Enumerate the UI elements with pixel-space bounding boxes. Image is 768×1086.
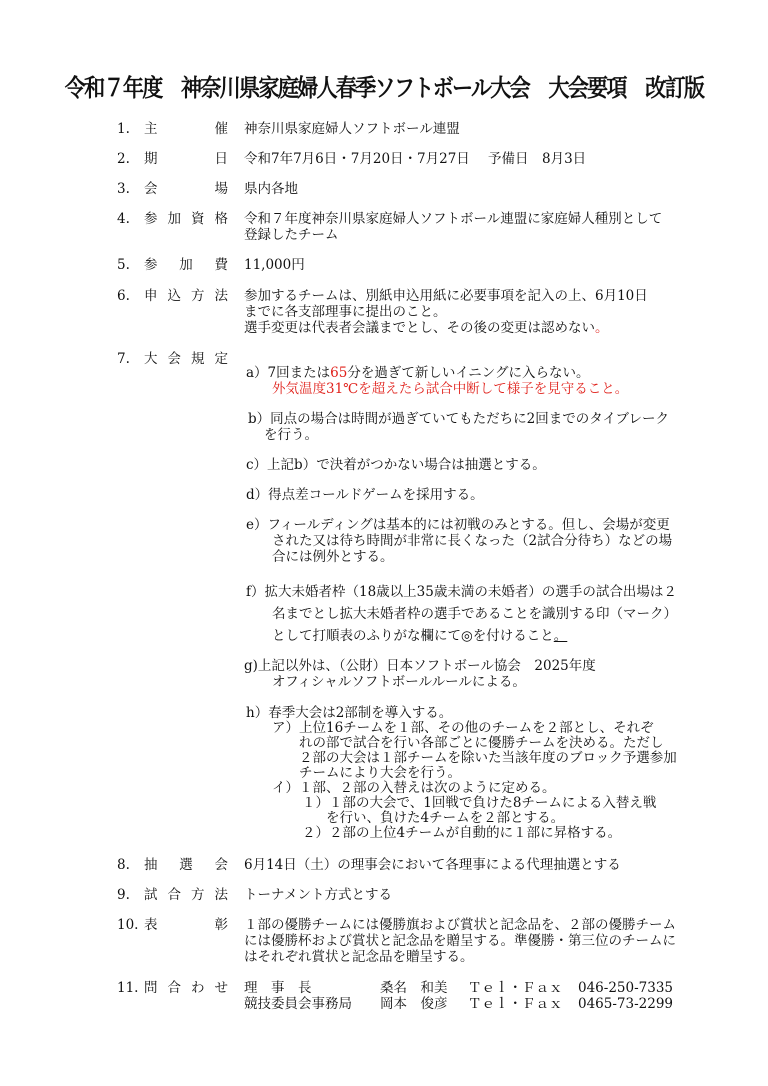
- label-char: わ: [191, 980, 205, 996]
- item-7-label: [144, 351, 228, 367]
- label-char: 参: [144, 211, 158, 227]
- red-period: 。: [595, 320, 609, 336]
- label-char: 会: [167, 351, 181, 367]
- label-char: 問: [144, 980, 158, 996]
- label-char: 主: [144, 121, 158, 137]
- label-char: 合: [167, 887, 181, 903]
- rule-h-line: ２部の大会は１部チームを除いた当該年度のブロック予選参加: [299, 750, 677, 766]
- member-change-text: 選手変更は代表者会議までとし、その後の変更は認めない: [244, 320, 595, 336]
- label-char: 申: [144, 288, 158, 304]
- contact-name: 桑名 和美: [380, 980, 448, 996]
- rule-c-line: c）上記b）で決着がつかない場合は抽選とする。: [246, 457, 546, 473]
- item-5-number: 5.: [117, 257, 130, 273]
- item-3-label: [144, 181, 228, 197]
- label-char: 参: [144, 257, 158, 273]
- label-char: 法: [214, 887, 228, 903]
- item-6-text-line: [244, 320, 609, 336]
- item-2-label: [144, 151, 228, 167]
- item-8-number: 8.: [117, 857, 130, 873]
- label-char: 方: [191, 288, 205, 304]
- item-11-label: [144, 980, 228, 996]
- item-8-label: [144, 857, 228, 873]
- rule-a-text: a）7回または: [246, 365, 331, 381]
- contact-type: Ｔｅｌ・Ｆａｘ: [468, 980, 563, 996]
- rule-h-line: を行い、負けた4チームを２部とする。: [326, 810, 565, 826]
- rule-h-line: ア）上位16チームを１部、その他のチームを２部とし、それぞ: [272, 720, 654, 736]
- label-char: 規: [191, 351, 205, 367]
- label-char: 会: [214, 857, 228, 873]
- item-10-text-line: はそれぞれ賞状と記念品を贈呈する。: [244, 949, 474, 965]
- item-6-text-line: 参加するチームは、別紙申込用紙に必要事項を記入の上、6月10日: [244, 288, 648, 304]
- contact-role: 理 事 長: [244, 980, 312, 996]
- rule-f-line: f）拡大未婚者枠（18歳以上35歳未満の未婚者）の選手の試合出場は２: [246, 584, 677, 600]
- item-2-reserve-day: 予備日 8月3日: [488, 151, 587, 167]
- rule-a-text: 分を過ぎて新しいイニングに入らない。: [347, 365, 590, 381]
- label-char: 選: [179, 857, 193, 873]
- label-char: 定: [214, 351, 228, 367]
- rule-f-text: として打順表のふりがな欄にて◎を付けること: [272, 628, 554, 644]
- item-8-text: 6月14日（土）の理事会において各理事による代理抽選とする: [244, 857, 621, 873]
- label-char: 抽: [144, 857, 158, 873]
- label-char: 期: [144, 151, 158, 167]
- item-9-number: 9.: [117, 887, 130, 903]
- label-char: 込: [167, 288, 181, 304]
- rule-h-line: ２）２部の上位4チームが自動的に１部に昇格する。: [302, 825, 622, 841]
- rule-e-line: 合には例外とする。: [272, 549, 394, 565]
- label-char: 加: [167, 211, 181, 227]
- rule-h-line: h）春季大会は2部制を導入する。: [246, 705, 453, 721]
- rule-h-line: れの部で試合を行い各部ごとに優勝チームを決める。ただし: [299, 735, 664, 751]
- contact-phone: 046-250-7335: [578, 980, 674, 996]
- item-6-text-line: までに各支部理事に提出のこと。: [244, 304, 447, 320]
- item-5-text: 11,000円: [244, 257, 305, 273]
- label-char: 費: [214, 257, 228, 273]
- rule-a-line: [246, 365, 590, 381]
- rule-e-line: された又は待ち時間が非常に長くなった（2試合分待ち）などの場: [272, 533, 673, 549]
- item-5-label: [144, 257, 228, 273]
- item-1-label: [144, 121, 228, 137]
- label-char: 格: [214, 211, 228, 227]
- label-char: 彰: [214, 917, 228, 933]
- label-char: 資: [191, 211, 205, 227]
- item-1-text: 神奈川県家庭婦人ソフトボール連盟: [244, 121, 460, 137]
- item-9-label: [144, 887, 228, 903]
- rule-b-line: を行う。: [264, 427, 318, 443]
- label-char: 合: [167, 980, 181, 996]
- item-11-number: 11.: [117, 980, 139, 996]
- contact-role: 競技委員会事務局: [244, 996, 352, 1012]
- item-1-number: 1.: [117, 121, 130, 137]
- rule-f-line: [272, 628, 567, 644]
- label-char: 会: [144, 181, 158, 197]
- item-10-label: [144, 917, 228, 933]
- contact-phone: 0465-73-2299: [578, 996, 674, 1012]
- item-3-number: 3.: [117, 181, 130, 197]
- rule-h-line: １）１部の大会で、1回戦で負けた8チームによる入替え戦: [302, 795, 657, 811]
- rule-a-heat-note: 外気温度31℃を超えたら試合中断して様子を見守ること。: [272, 381, 629, 397]
- item-10-text-line: には優勝杯および賞状と記念品を贈呈する。準優勝・第三位のチームに: [244, 933, 676, 949]
- item-4-number: 4.: [117, 211, 130, 227]
- page-title: 令和７年度 神奈川県家庭婦人春季ソフトボール大会 大会要項 改訂版: [64, 74, 704, 102]
- rule-h-line: イ）１部、２部の入替えは次のように定める。: [272, 780, 556, 796]
- item-4-text-line: 令和７年度神奈川県家庭婦人ソフトボール連盟に家庭婦人種別として: [244, 211, 663, 227]
- item-6-number: 6.: [117, 288, 130, 304]
- label-char: 加: [179, 257, 193, 273]
- item-10-number: 10.: [117, 917, 139, 933]
- label-char: 場: [214, 181, 228, 197]
- rule-a-minutes: 65: [330, 365, 348, 381]
- item-6-label: [144, 288, 228, 304]
- contact-type: Ｔｅｌ・Ｆａｘ: [468, 996, 563, 1012]
- item-4-label: [144, 211, 228, 227]
- rule-f-underlined-period: 。: [553, 628, 568, 644]
- rule-h-line: チームにより大会を行う。: [299, 765, 461, 781]
- rule-d-line: d）得点差コールドゲームを採用する。: [246, 487, 484, 503]
- item-7-number: 7.: [117, 351, 130, 367]
- item-2-number: 2.: [117, 151, 130, 167]
- item-2-text: 令和7年7月6日・7月20日・7月27日: [244, 151, 470, 167]
- label-char: 方: [191, 887, 205, 903]
- label-char: 催: [214, 121, 228, 137]
- label-char: 日: [214, 151, 228, 167]
- rule-f-line: 名までとし拡大未婚者枠の選手であることを識別する印（マーク）: [272, 606, 677, 622]
- rule-g-line: g)上記以外は、（公財）日本ソフトボール協会 2025年度: [244, 658, 596, 674]
- label-char: 大: [144, 351, 158, 367]
- label-char: 表: [144, 917, 158, 933]
- label-char: せ: [214, 980, 228, 996]
- item-4-text-line: 登録したチーム: [244, 227, 339, 243]
- item-9-text: トーナメント方式とする: [244, 887, 392, 903]
- label-char: 試: [144, 887, 158, 903]
- contact-name: 岡本 俊彦: [380, 996, 448, 1012]
- label-char: 法: [214, 288, 228, 304]
- item-10-text-line: １部の優勝チームには優勝旗および賞状と記念品を、２部の優勝チーム: [244, 917, 676, 933]
- rule-b-line: b）同点の場合は時間が過ぎていてもただちに2回までのタイブレーク: [248, 411, 670, 427]
- rule-e-line: e）フィールディングは基本的には初戦のみとする。但し、会場が変更: [246, 517, 670, 533]
- item-3-text: 県内各地: [244, 181, 298, 197]
- rule-g-line: オフィシャルソフトボールルールによる。: [272, 674, 526, 690]
